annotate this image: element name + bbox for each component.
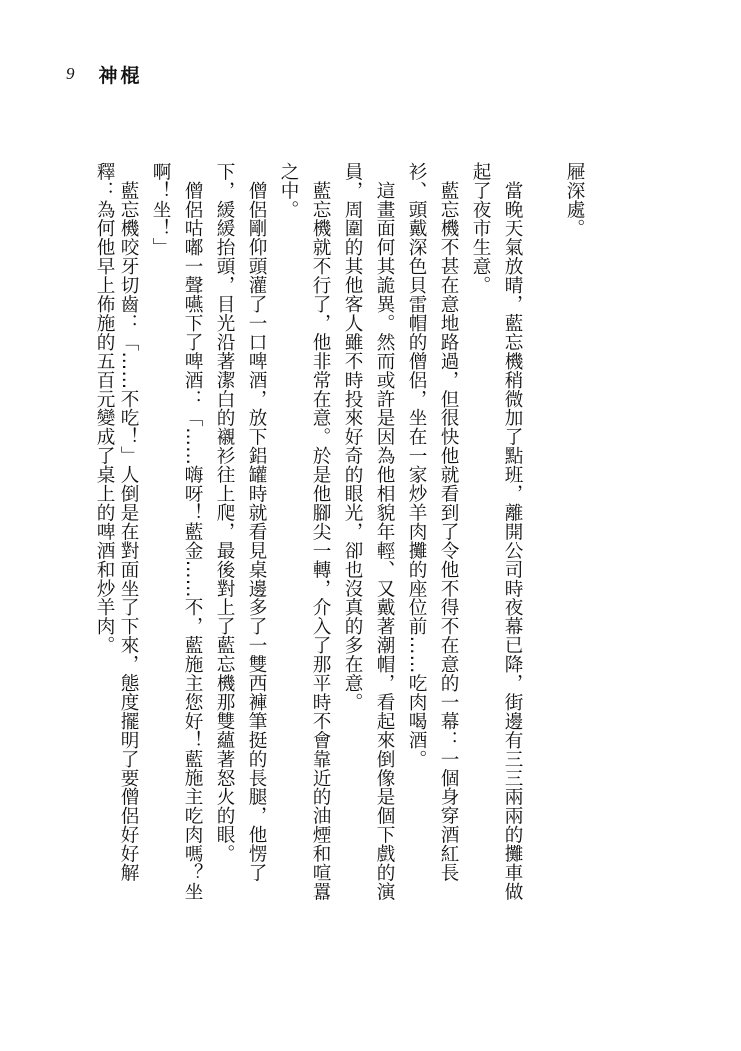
text-column: 之中。	[278, 162, 299, 219]
text-column: 釋：為何他早上佈施的五百元變成了桌上的啤酒和炒羊肉。	[94, 162, 115, 655]
text-column: 屜深處。	[564, 162, 585, 238]
text-column: 啊！坐！」	[150, 162, 171, 257]
text-column: 藍忘機不甚在意地路過，但很快他就看到了令他不得不在意的一幕：一個身穿酒紅長	[438, 162, 459, 883]
text-column: 員，周圍的其他客人雖不時投來好奇的眼光，卻也沒真的多在意。	[342, 162, 363, 712]
text-column: 藍忘機就不行了，他非常在意。於是他腳尖一轉，介入了那平時不會靠近的油煙和喧囂	[310, 162, 331, 902]
text-column	[531, 162, 558, 982]
text-column: 僧侶剛仰頭灌了一口啤酒，放下鋁罐時就看見桌邊多了一雙西褲筆挺的長腿，他愣了	[246, 162, 267, 883]
text-column: 僧侶咕嘟一聲嚥下了啤酒：「……嗨呀！藍金……不，藍施主您好！藍施主吃肉嗎？坐	[182, 162, 203, 902]
text-column: 衫、頭戴深色貝雷帽的僧侶，坐在一家炒羊肉攤的座位前……吃肉喝酒。	[406, 162, 427, 769]
text-column: 這畫面何其詭異。然而或許是因為他相貌年輕、又戴著潮帽，看起來倒像是個下戲的演	[374, 162, 395, 902]
text-column: 當晚天氣放晴，藍忘機稍微加了點班，離開公司時夜幕已降，街邊有三三兩兩的攤車做	[502, 162, 523, 902]
text-column: 下，緩緩抬頭，目光沿著潔白的襯衫往上爬，最後對上了藍忘機那雙蘊著怒火的眼。	[214, 162, 235, 864]
page-header	[66, 62, 143, 86]
text-column: 起了夜市生意。	[470, 162, 491, 295]
vertical-text-body	[94, 162, 588, 982]
page-number: 9	[66, 64, 75, 83]
book-title: 神棍	[98, 64, 143, 87]
text-column: 藍忘機咬牙切齒：「……不吃！」人倒是在對面坐了下來，態度擺明了要僧侶好好解	[118, 162, 139, 883]
